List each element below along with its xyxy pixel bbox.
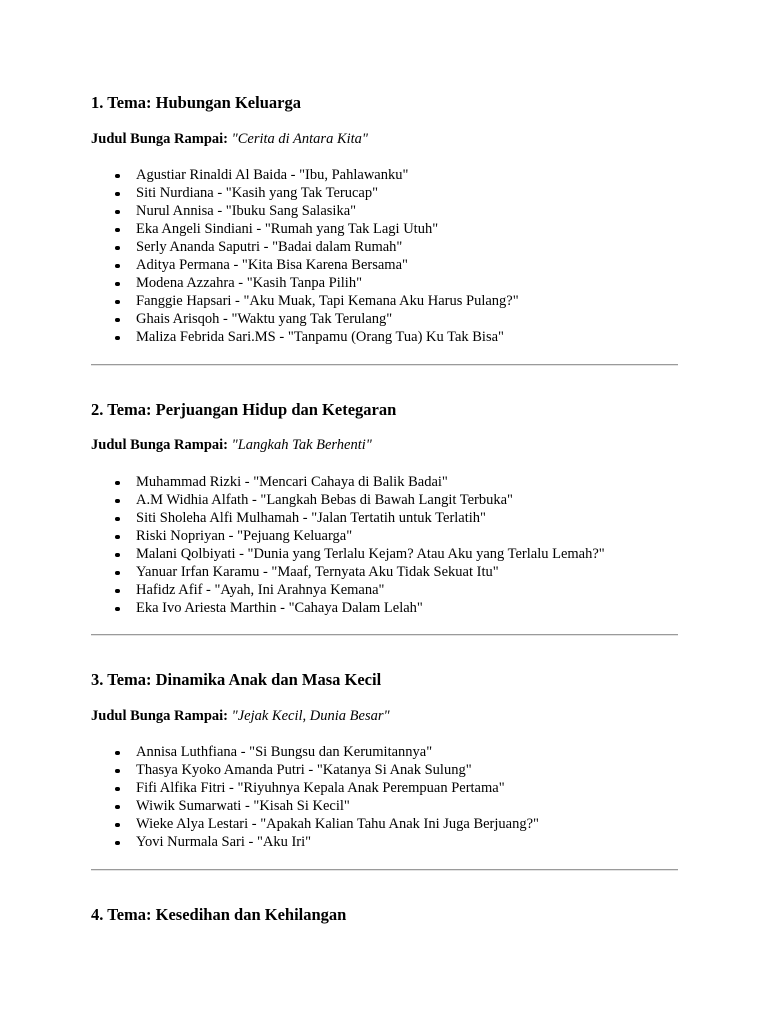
entry-text: Modena Azzahra - "Kasih Tanpa Pilih" xyxy=(136,275,362,291)
bullet-icon xyxy=(115,787,120,792)
section-divider xyxy=(91,869,678,871)
list-item xyxy=(91,202,519,220)
entry-text: Aditya Permana - "Kita Bisa Karena Bersama" xyxy=(136,257,408,273)
list-item xyxy=(91,491,605,509)
entry-text: Ghais Arisqoh - "Waktu yang Tak Terulang" xyxy=(136,311,393,327)
bullet-icon xyxy=(115,805,120,810)
bullet-icon xyxy=(115,499,120,504)
section-divider xyxy=(91,364,678,366)
entry-text: Malani Qolbiyati - "Dunia yang Terlalu Kejam? Atau Aku yang Terlalu Lemah?" xyxy=(136,546,605,562)
section-1-heading: 1. Tema: Hubungan Keluarga xyxy=(91,93,301,112)
entry-text: Yanuar Irfan Karamu - "Maaf, Ternyata Aku Tidak Sekuat Itu" xyxy=(136,564,499,580)
list-item xyxy=(91,274,519,292)
bullet-icon xyxy=(115,246,120,251)
section-3-heading: 3. Tema: Dinamika Anak dan Masa Kecil xyxy=(91,670,382,689)
entry-text: Fanggie Hapsari - "Aku Muak, Tapi Kemana Aku Harus Pulang?" xyxy=(136,293,519,309)
entry-text: Serly Ananda Saputri - "Badai dalam Rumah" xyxy=(136,239,403,255)
entry-text: Hafidz Afif - "Ayah, Ini Arahnya Kemana" xyxy=(136,582,385,598)
bullet-icon xyxy=(115,264,120,269)
anthology-title: "Cerita di Antara Kita" xyxy=(231,131,369,147)
entry-text: Siti Nurdiana - "Kasih yang Tak Terucap" xyxy=(136,185,379,201)
entry-text: Agustiar Rinaldi Al Baida - "Ibu, Pahlawanku" xyxy=(136,167,409,183)
subtitle-label: Judul Bunga Rampai: xyxy=(91,131,228,147)
list-item xyxy=(91,256,519,274)
entry-text: Riski Nopriyan - "Pejuang Keluarga" xyxy=(136,528,353,544)
list-item xyxy=(91,238,519,256)
list-item xyxy=(91,509,605,527)
section-divider xyxy=(91,634,678,636)
list-item xyxy=(91,166,519,184)
bullet-icon xyxy=(115,336,120,341)
subtitle-label: Judul Bunga Rampai: xyxy=(91,437,228,453)
bullet-icon xyxy=(115,300,120,305)
entry-text: Yovi Nurmala Sari - "Aku Iri" xyxy=(136,834,312,850)
bullet-icon xyxy=(115,751,120,756)
list-item xyxy=(91,599,605,617)
list-item xyxy=(91,310,519,328)
bullet-icon xyxy=(115,607,120,612)
entry-text: A.M Widhia Alfath - "Langkah Bebas di Bawah Langit Terbuka" xyxy=(136,492,513,508)
entry-text: Eka Angeli Sindiani - "Rumah yang Tak Lagi Utuh" xyxy=(136,221,439,237)
section-3-subtitle xyxy=(91,707,390,725)
bullet-icon xyxy=(115,210,120,215)
section-4-heading: 4. Tema: Kesedihan dan Kehilangan xyxy=(91,905,347,924)
bullet-icon xyxy=(115,769,120,774)
entry-text: Wieke Alya Lestari - "Apakah Kalian Tahu Anak Ini Juga Berjuang?" xyxy=(136,816,539,832)
anthology-title: "Jejak Kecil, Dunia Besar" xyxy=(231,708,390,724)
list-item xyxy=(91,527,605,545)
bullet-icon xyxy=(115,517,120,522)
list-item xyxy=(91,220,519,238)
list-item xyxy=(91,292,519,310)
bullet-icon xyxy=(115,192,120,197)
bullet-icon xyxy=(115,481,120,486)
bullet-icon xyxy=(115,228,120,233)
section-2-subtitle xyxy=(91,436,372,454)
section-3-entry-list xyxy=(91,743,539,851)
subtitle-label: Judul Bunga Rampai: xyxy=(91,708,228,724)
entry-text: Siti Sholeha Alfi Mulhamah - "Jalan Tertatih untuk Terlatih" xyxy=(136,510,486,526)
entry-text: Fifi Alfika Fitri - "Riyuhnya Kepala Anak Perempuan Pertama" xyxy=(136,780,505,796)
list-item xyxy=(91,328,519,346)
bullet-icon xyxy=(115,589,120,594)
list-item xyxy=(91,473,605,491)
section-2-heading: 2. Tema: Perjuangan Hidup dan Ketegaran xyxy=(91,400,397,419)
bullet-icon xyxy=(115,282,120,287)
list-item xyxy=(91,797,539,815)
section-1-entry-list xyxy=(91,166,519,346)
entry-text: Thasya Kyoko Amanda Putri - "Katanya Si Anak Sulung" xyxy=(136,762,472,778)
anthology-title: "Langkah Tak Berhenti" xyxy=(231,437,372,453)
entry-text: Nurul Annisa - "Ibuku Sang Salasika" xyxy=(136,203,357,219)
list-item xyxy=(91,545,605,563)
bullet-icon xyxy=(115,571,120,576)
section-1-subtitle xyxy=(91,130,368,148)
list-item xyxy=(91,833,539,851)
entry-text: Wiwik Sumarwati - "Kisah Si Kecil" xyxy=(136,798,350,814)
bullet-icon xyxy=(115,841,120,846)
list-item xyxy=(91,761,539,779)
entry-text: Muhammad Rizki - "Mencari Cahaya di Balik Badai" xyxy=(136,474,448,490)
entry-text: Eka Ivo Ariesta Marthin - "Cahaya Dalam Lelah" xyxy=(136,600,423,616)
list-item xyxy=(91,779,539,797)
bullet-icon xyxy=(115,174,120,179)
bullet-icon xyxy=(115,553,120,558)
list-item xyxy=(91,743,539,761)
bullet-icon xyxy=(115,823,120,828)
entry-text: Maliza Febrida Sari.MS - "Tanpamu (Orang Tua) Ku Tak Bisa" xyxy=(136,329,504,345)
list-item xyxy=(91,184,519,202)
list-item xyxy=(91,815,539,833)
list-item xyxy=(91,563,605,581)
bullet-icon xyxy=(115,318,120,323)
entry-text: Annisa Luthfiana - "Si Bungsu dan Kerumitannya" xyxy=(136,744,433,760)
bullet-icon xyxy=(115,535,120,540)
list-item xyxy=(91,581,605,599)
section-2-entry-list xyxy=(91,473,605,617)
